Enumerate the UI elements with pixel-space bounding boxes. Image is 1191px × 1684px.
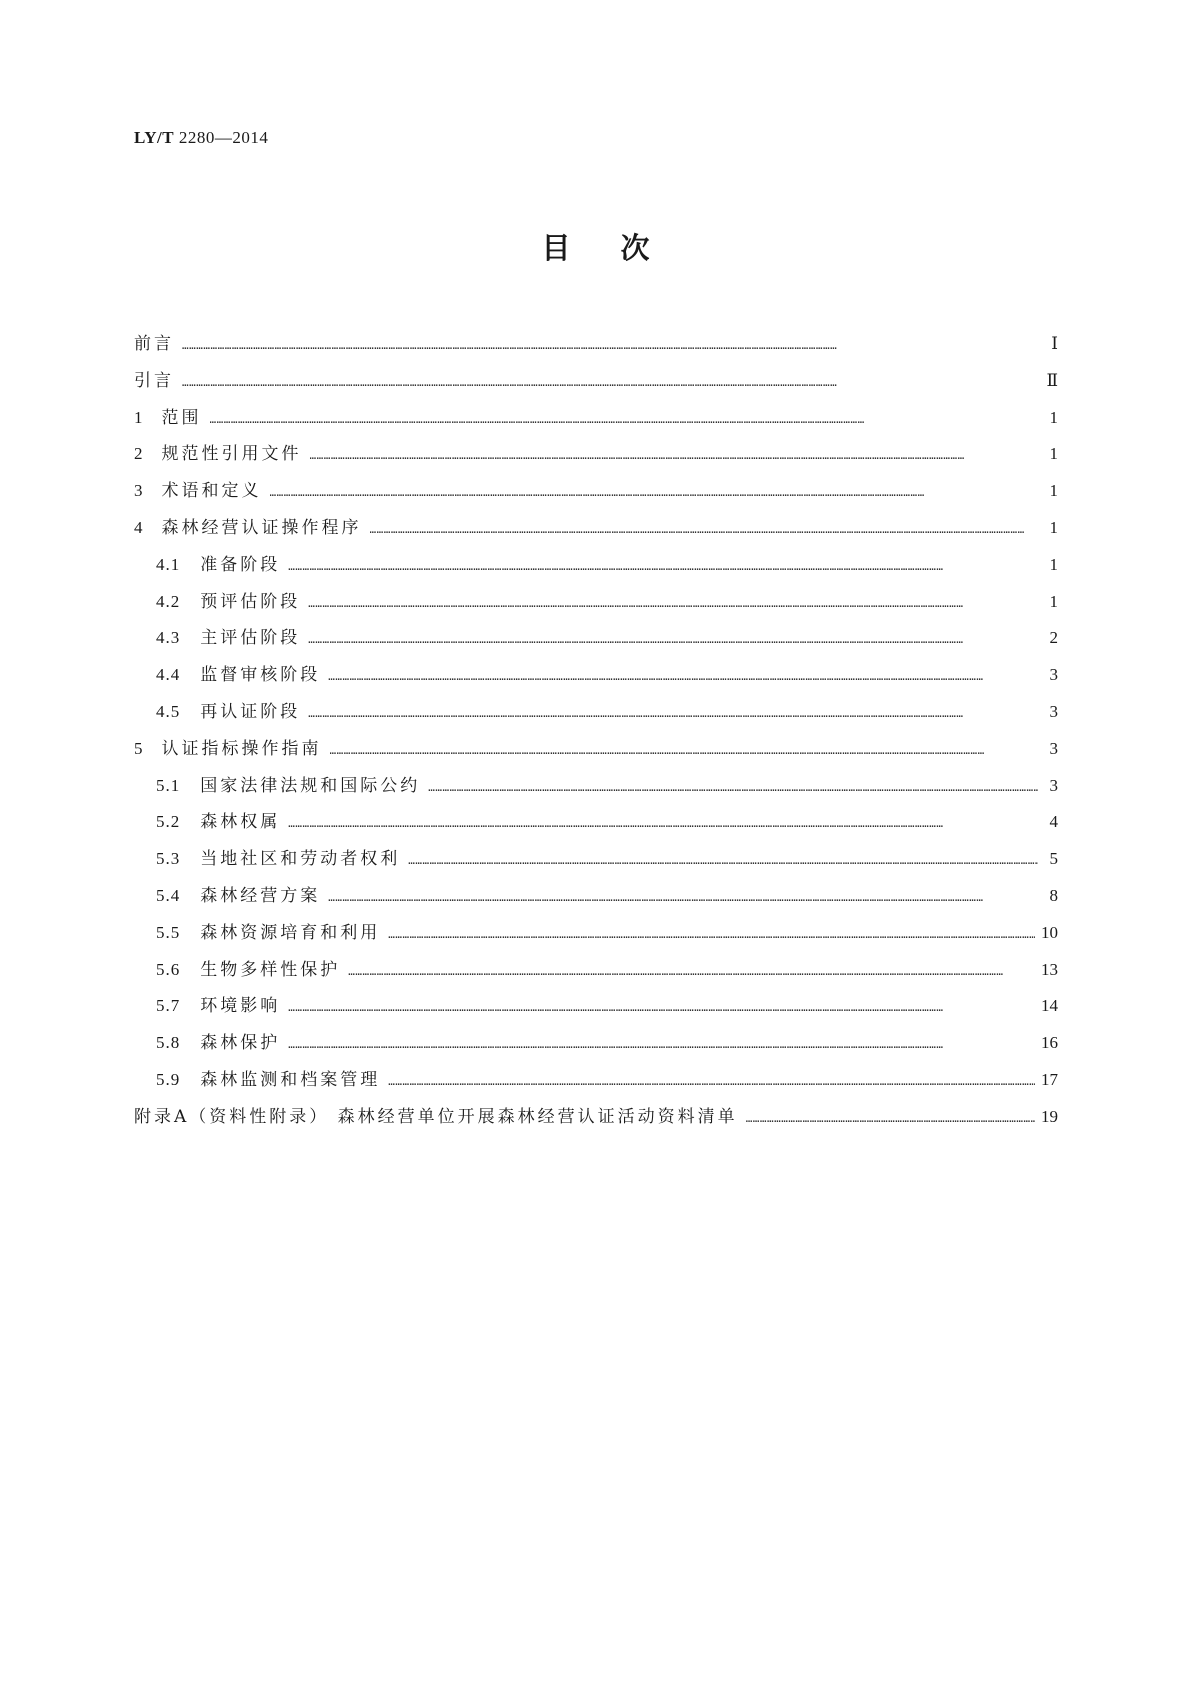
toc-entry-label: 再认证阶段 (200, 701, 301, 722)
toc-dot-leader (288, 990, 1035, 1027)
toc-dot-leader (328, 659, 1038, 696)
toc-dot-leader (330, 733, 1039, 770)
toc-entry-number: 4.2 (156, 591, 181, 611)
toc-dot-leader (288, 806, 1038, 843)
toc-entry-number: 5.3 (156, 849, 181, 869)
toc-entry-page: Ⅰ (1051, 334, 1058, 353)
toc-entry[interactable] (134, 841, 1058, 878)
toc-entry-label: 生物多样性保护 (200, 959, 341, 980)
toc-dot-leader (370, 512, 1039, 549)
toc-entry-page: 3 (1049, 701, 1058, 721)
toc-dot-leader (210, 402, 1039, 439)
toc-entry[interactable] (134, 436, 1058, 473)
toc-dot-leader (288, 1027, 1035, 1064)
toc-dot-leader (746, 1101, 1035, 1138)
toc-entry-number: 5.6 (156, 959, 181, 979)
toc-entry-number: 3 (134, 481, 144, 501)
toc-entry-number: 5.4 (156, 885, 181, 905)
toc-entry[interactable] (134, 584, 1058, 621)
toc-entry[interactable] (134, 473, 1058, 510)
toc-entry-page: Ⅱ (1046, 370, 1058, 390)
toc-entry-label: 当地社区和劳动者权利 (200, 849, 401, 870)
toc-entry-number: 5.7 (156, 996, 181, 1016)
toc-entry-label: 森林经营认证操作程序 (161, 517, 362, 538)
toc-entry-label: 附录A（资料性附录） 森林经营单位开展森林经营认证活动资料清单 (134, 1106, 738, 1127)
toc-entry-page: 19 (1041, 1106, 1058, 1126)
toc-entry-page: 3 (1049, 775, 1058, 795)
toc-entry-page: 2 (1049, 628, 1058, 648)
toc-entry-page: 3 (1049, 738, 1058, 758)
table-of-contents (134, 326, 1058, 1136)
toc-entry[interactable] (134, 657, 1058, 694)
toc-dot-leader (428, 770, 1038, 807)
toc-dot-leader (182, 328, 1038, 365)
toc-entry-label: 监督审核阶段 (200, 665, 321, 686)
toc-title: 目次 (541, 231, 700, 265)
toc-entry-label: 森林保护 (200, 1033, 281, 1054)
toc-entry-number: 5.9 (156, 1069, 181, 1089)
toc-entry[interactable] (134, 915, 1058, 952)
toc-entry-page: 1 (1049, 554, 1058, 574)
toc-entry[interactable] (134, 988, 1058, 1025)
toc-entry-number: 4.1 (156, 554, 181, 574)
toc-entry[interactable] (134, 547, 1058, 584)
toc-entry-number: 1 (134, 407, 144, 427)
toc-entry-number: 5 (134, 738, 144, 758)
toc-entry-page: 17 (1041, 1069, 1058, 1089)
toc-entry[interactable] (134, 1099, 1058, 1136)
toc-entry-label: 术语和定义 (161, 481, 262, 502)
toc-entry-label: 森林资源培育和利用 (200, 922, 381, 943)
toc-entry-page: 5 (1049, 849, 1058, 869)
document-code-number: 2280—2014 (178, 128, 269, 147)
toc-entry-label: 前言 (134, 334, 174, 354)
toc-entry-label: 准备阶段 (200, 554, 281, 575)
toc-entry[interactable] (134, 804, 1058, 841)
toc-entry-page: 10 (1041, 922, 1058, 942)
toc-entry-page: 1 (1049, 517, 1058, 537)
toc-entry-label: 环境影响 (200, 996, 281, 1017)
toc-entry-number: 2 (134, 444, 144, 464)
toc-entry-number: 4.4 (156, 665, 181, 685)
toc-dot-leader (408, 843, 1038, 880)
toc-entry-page: 1 (1049, 407, 1058, 427)
toc-entry-label: 引言 (134, 370, 174, 391)
toc-dot-leader (308, 586, 1038, 623)
toc-entry-label: 主评估阶段 (200, 628, 301, 649)
toc-entry-number: 5.2 (156, 812, 181, 832)
toc-entry-page: 1 (1049, 481, 1058, 501)
toc-dot-leader (388, 917, 1035, 954)
toc-entry-label: 范围 (161, 407, 202, 428)
toc-entry[interactable] (134, 1062, 1058, 1099)
document-code-prefix: LY/T (134, 128, 175, 147)
toc-entry-label: 森林经营方案 (200, 885, 321, 906)
toc-dot-leader (310, 438, 1039, 475)
toc-entry-page: 3 (1049, 665, 1058, 685)
toc-entry[interactable] (134, 326, 1058, 363)
document-code (134, 128, 268, 148)
toc-entry-number: 4.3 (156, 628, 181, 648)
toc-dot-leader (328, 880, 1038, 917)
toc-entry[interactable] (134, 694, 1058, 731)
toc-dot-leader (288, 549, 1038, 586)
toc-entry-label: 预评估阶段 (200, 591, 301, 612)
toc-entry-number: 5.8 (156, 1033, 181, 1053)
toc-dot-leader (388, 1064, 1035, 1101)
toc-entry-page: 1 (1049, 591, 1058, 611)
toc-entry[interactable] (134, 768, 1058, 805)
toc-entry-number: 4 (134, 517, 144, 537)
toc-dot-leader (270, 475, 1039, 512)
toc-entry-page: 4 (1049, 812, 1058, 832)
toc-dot-leader (308, 696, 1038, 733)
toc-entry-page: 14 (1041, 996, 1058, 1016)
toc-entry[interactable] (134, 363, 1058, 400)
toc-entry-label: 认证指标操作指南 (161, 738, 322, 759)
toc-entry-page: 1 (1049, 444, 1058, 464)
toc-entry-number: 4.5 (156, 701, 181, 721)
toc-entry-label: 森林监测和档案管理 (200, 1069, 381, 1090)
toc-entry-label: 国家法律法规和国际公约 (200, 775, 421, 796)
toc-entry[interactable] (134, 400, 1058, 437)
toc-entry[interactable] (134, 878, 1058, 915)
toc-entry[interactable] (134, 952, 1058, 989)
toc-entry[interactable] (134, 620, 1058, 657)
toc-entry[interactable] (134, 510, 1058, 547)
toc-entry-label: 规范性引用文件 (161, 444, 302, 465)
toc-entry[interactable] (134, 731, 1058, 768)
toc-entry[interactable] (134, 1025, 1058, 1062)
toc-entry-number: 5.1 (156, 775, 181, 795)
toc-entry-page: 16 (1041, 1033, 1058, 1053)
toc-dot-leader (308, 622, 1038, 659)
toc-dot-leader (348, 954, 1035, 991)
toc-entry-page: 13 (1041, 959, 1058, 979)
toc-entry-label: 森林权属 (200, 812, 281, 833)
toc-entry-page: 8 (1049, 885, 1058, 905)
toc-entry-number: 5.5 (156, 922, 181, 942)
toc-dot-leader (182, 365, 1038, 402)
